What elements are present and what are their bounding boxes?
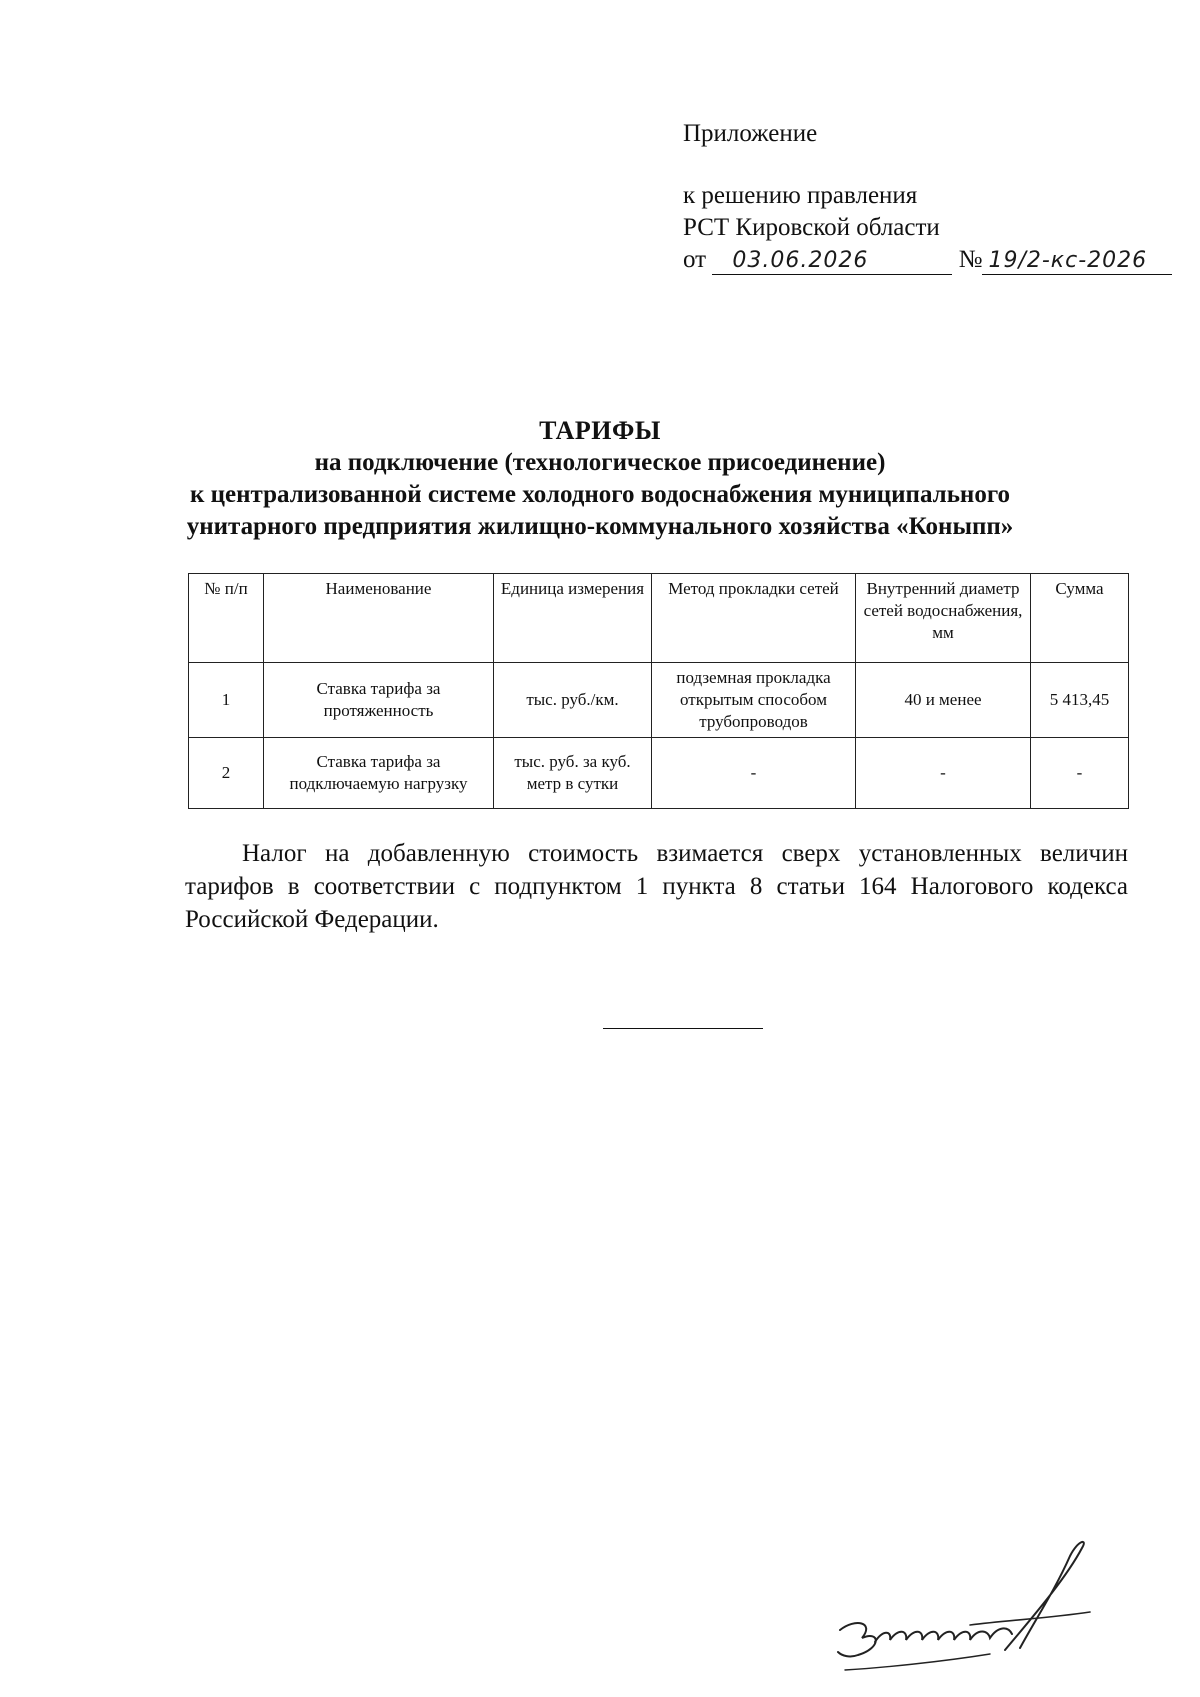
handwritten-number: 19/2-кс-2026 bbox=[988, 248, 1148, 273]
header-method: Метод прокладки сетей bbox=[652, 574, 856, 663]
header-number: № п/п bbox=[189, 574, 264, 663]
document-title bbox=[0, 415, 1200, 543]
title-line-4: унитарного предприятия жилищно-коммунального хозяйства «Коныпп» bbox=[186, 513, 1014, 540]
table-row bbox=[189, 738, 1129, 809]
title-main: ТАРИФЫ bbox=[539, 416, 661, 445]
cell-number: 1 bbox=[189, 663, 264, 738]
cell-method: - bbox=[652, 738, 856, 809]
signature-icon bbox=[820, 1530, 1140, 1680]
number-prefix: № bbox=[958, 246, 983, 273]
date-field bbox=[712, 247, 952, 275]
cell-diameter: - bbox=[856, 738, 1031, 809]
authority-name: РСТ Кировской области bbox=[683, 214, 940, 241]
cell-unit: тыс. руб./км. bbox=[494, 663, 652, 738]
handwritten-date: 03.06.2026 bbox=[732, 248, 869, 273]
appendix-block bbox=[683, 118, 1172, 276]
number-field bbox=[982, 247, 1172, 275]
cell-sum: 5 413,45 bbox=[1031, 663, 1129, 738]
table-header-row bbox=[189, 574, 1129, 663]
cell-number: 2 bbox=[189, 738, 264, 809]
title-line-2: на подключение (технологическое присоединение) bbox=[314, 449, 886, 476]
date-number-line bbox=[683, 244, 1172, 276]
date-prefix: от bbox=[683, 246, 707, 273]
vat-note: Налог на добавленную стоимость взимается сверх установленных величин тарифов в соответствии с подпунктом 1 пункта 8 статьи 164 Налогового кодекса Российской Федерации. bbox=[185, 840, 1128, 933]
cell-name: Ставка тарифа за протяженность bbox=[264, 663, 494, 738]
cell-sum: - bbox=[1031, 738, 1129, 809]
tariff-table bbox=[188, 573, 1129, 809]
table-row bbox=[189, 663, 1129, 738]
decision-reference: к решению правления bbox=[683, 182, 918, 209]
title-line-3: к централизованной системе холодного водоснабжения муниципального bbox=[189, 481, 1011, 508]
header-unit: Единица измерения bbox=[494, 574, 652, 663]
cell-name: Ставка тарифа за подключаемую нагрузку bbox=[264, 738, 494, 809]
appendix-label: Приложение bbox=[683, 120, 818, 147]
end-divider bbox=[603, 1028, 763, 1029]
cell-diameter: 40 и менее bbox=[856, 663, 1031, 738]
header-diameter: Внутренний диаметр сетей водоснабжения, мм bbox=[856, 574, 1031, 663]
cell-unit: тыс. руб. за куб. метр в сутки bbox=[494, 738, 652, 809]
header-name: Наименование bbox=[264, 574, 494, 663]
header-sum: Сумма bbox=[1031, 574, 1129, 663]
cell-method: подземная прокладка открытым способом трубопроводов bbox=[652, 663, 856, 738]
